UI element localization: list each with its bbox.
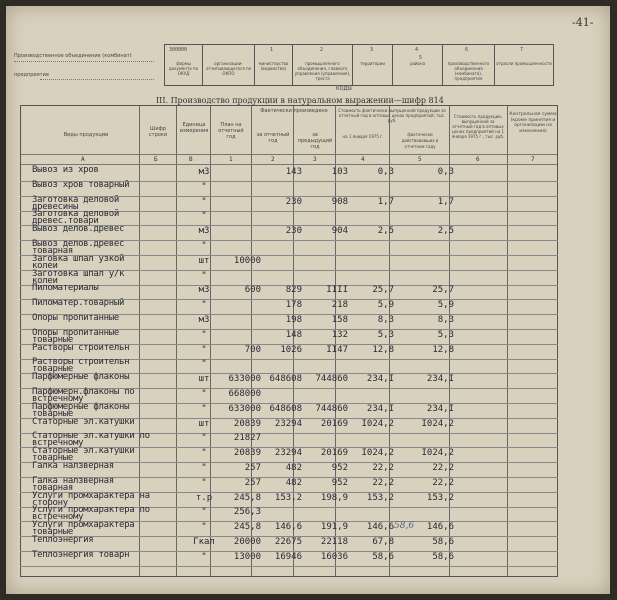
value-1975-cell: 0,3 [377,167,394,177]
code-cell-ministry: министерства (ведомства) [255,45,293,86]
actual-year-cell: 178 [285,300,302,311]
unit-cell: шт [198,418,210,429]
value-actual-cell: I024,2 [421,418,454,429]
col-num: 2 [271,156,275,163]
codes-header [164,44,554,86]
unit-cell: " [201,270,207,281]
col-head-product: Виды продукции [63,132,109,138]
unit-cell: " [201,300,207,311]
actual-prev-cell: 158 [331,315,348,325]
actual-prev-cell: 103 [331,167,348,177]
plan-cell: 20839 [233,448,261,459]
col-head-value: Стоимость фактически выпущенной продукции за отчетный год в оптовых ценах предприятий, тыс. руб. [338,108,446,123]
code-num-0: 300000 [169,47,188,53]
col-num: 7 [531,156,535,163]
plan-cell: 700 [244,344,261,355]
plan-cell: 633000 [228,403,261,414]
unit-cell: " [201,344,207,355]
plan-cell: 20839 [233,418,261,429]
product-name: Заготовка шпал у/к колеи [32,268,125,286]
table-row [20,522,558,537]
unit-cell: " [201,522,207,533]
actual-prev-cell: 20169 [320,418,348,429]
product-name: Статорные эл.катушки товарные [32,446,135,464]
actual-year-cell: 143 [285,167,302,177]
product-name: Парфюмерные флаконы [32,372,130,383]
product-name: Вывоз из хров [32,165,99,175]
actual-year-cell: 198 [285,315,302,325]
product-name: Растворы строительн [32,342,130,353]
col-head-code: Шифр строки [148,126,168,138]
plan-cell: 257 [244,477,261,488]
value-1975-cell: 25,7 [372,285,394,296]
value-actual-cell: 234,I [426,374,454,385]
unit-cell: м3 [198,226,210,237]
value-1975-cell: 67,8 [372,537,394,547]
actual-year-cell: 153,2 [274,492,302,503]
actual-prev-cell: 191,9 [320,522,348,533]
unit-cell: " [201,448,207,459]
value-actual-cell: 0,3 [437,167,454,177]
value-actual-cell: 25,7 [432,285,454,296]
value-actual-cell: 22,2 [432,477,454,488]
code-cell-form: формы документа по ОКУД [165,45,203,86]
association-line [14,61,154,62]
value-actual-cell: 2,5 [437,226,454,237]
value-1975-cell: 22,2 [372,463,394,473]
col-num: А [81,156,85,163]
col-head-control: Контрольная сумма (кроме принятия и организации на изменения) [509,112,557,134]
code-cell-territory: территории [353,45,393,86]
product-name: Галка налзверная [32,461,114,471]
value-actual-cell: 146,6 [426,522,454,533]
product-name: Вывоз делов.древес [32,224,125,235]
value-actual-cell: 12,8 [432,344,454,355]
code-cell-association: промышленного объединения, главного управления (управления), треста [293,45,353,86]
code-num-7: 7 [520,47,524,53]
enterprise-label: предприятие [14,72,49,78]
code-cell-enterprise: производственного объединения (комбината), предприятия [443,45,495,86]
product-name: Галка налзверная товарная [32,475,114,493]
plan-cell: 257 [244,463,261,473]
unit-cell: шт [198,374,210,385]
actual-prev-cell: 952 [331,477,348,488]
code-cell-district: района [393,45,443,86]
product-name: Теплоэнергия товарн [32,549,130,560]
actual-year-cell: 16946 [274,551,302,562]
product-name: Услуги промхарактера по встречному [32,505,150,523]
unit-cell: Гкал [193,537,215,547]
product-name: Парфюмерн.флаконы по встречному [32,387,135,404]
col-head-value-actual: фактически действовавших в отчетном году [401,132,439,149]
unit-cell: м3 [198,285,210,296]
col-head-unit: Единица измерения [179,122,209,134]
unit-cell: " [201,241,207,251]
col-head-actual-year: за отчетный год [256,132,290,144]
value-1975-cell: 5,3 [377,329,394,340]
value-actual-cell: 5,9 [437,300,454,311]
product-name: Заговка шпал узкой колеи [32,253,125,271]
plan-cell: 245,8 [233,492,261,503]
code-num-2: 2 [320,47,324,53]
actual-year-cell: 648608 [269,374,302,385]
association-label: Производственное объединение (комбинат) [14,53,132,59]
value-1975-cell: 8,3 [377,315,394,325]
col-head-plan: План на отчетный год [218,122,244,140]
product-name: Опоры пропитанные [32,313,120,323]
code-num-1: 1 [270,47,274,53]
value-1975-cell: 22,2 [372,477,394,488]
value-actual-cell: 58,6 [432,551,454,562]
plan-cell: 20000 [233,537,261,547]
actual-year-cell: 148 [285,329,302,340]
col-num: 1 [229,156,233,163]
unit-cell: " [201,389,207,399]
plan-cell: 256,3 [233,507,261,518]
actual-year-cell: 146,6 [274,522,302,533]
col-num: 3 [313,156,317,163]
product-name: Заготовка деловой древес.товари [32,209,120,227]
col-num: В [189,156,193,163]
document-sheet [6,6,610,594]
actual-year-cell: 22675 [274,537,302,547]
handwritten-note: 58,6 [394,521,415,531]
plan-cell: 633000 [228,374,261,385]
actual-prev-cell: 22118 [320,537,348,547]
unit-cell: " [201,329,207,340]
plan-cell: 668000 [228,389,261,399]
actual-prev-cell: 744860 [315,374,348,385]
plan-cell: 10000 [233,255,261,266]
code-num-3: 3 [370,47,374,53]
plan-cell: 13000 [233,551,261,562]
value-actual-cell: 234,I [426,403,454,414]
value-1975-cell: 58,6 [372,551,394,562]
unit-cell: " [201,551,207,562]
value-1975-cell: 2,5 [377,226,394,237]
actual-prev-cell: 16036 [320,551,348,562]
value-actual-cell: I024,2 [421,448,454,459]
codes-label: КОДЫ [336,86,352,92]
value-actual-cell: 5,3 [437,329,454,340]
plan-cell: 245,8 [233,522,261,533]
product-name: Статорные эл.катушки по встречному [32,431,150,449]
col-head-actual: Фактически произведено [260,108,328,114]
actual-prev-cell: II47 [326,344,348,355]
value-actual-cell: 22,2 [432,463,454,473]
section-title: III. Производство продукции в натуральном выражении—шифр 814 [156,96,444,105]
code-cell-org: организации-отчитывающегося по ОКПО [203,45,255,86]
value-1975-cell: 5,9 [377,300,394,311]
value-1975-cell: I024,2 [361,418,394,429]
product-name: Статорные эл.катушки [32,416,135,427]
product-name: Вывоз хров товарный [32,179,130,190]
code-num-6: 6 [465,47,469,53]
value-actual-cell: 8,3 [437,315,454,325]
product-name: Заготовка деловой древесины [32,194,120,212]
col-head-value-col8: Стоимость продукции, выпущенной за отчетный год в оптовых ценах предприятий на 1 января 1975 г., тыс. руб. [451,114,505,139]
product-name: Пиломатериалы [32,283,99,294]
code-num-5: 5 [419,55,423,61]
product-name: Теплоэнергия [32,535,94,545]
col-num: Б [154,156,158,163]
value-1975-cell: 153,2 [366,492,394,503]
code-cell-industry: отрасли промышленности [496,61,552,66]
value-1975-cell: 234,I [366,403,394,414]
unit-cell: м3 [198,167,210,177]
value-1975-cell: 1,7 [377,196,394,207]
actual-year-cell: 482 [285,463,302,473]
col-num: 6 [476,156,480,163]
unit-cell: " [201,507,207,518]
row-divider [20,566,558,567]
actual-year-cell: 1026 [280,344,302,355]
unit-cell: " [201,196,207,207]
page-number: -41- [572,16,594,29]
unit-cell: " [201,477,207,488]
code-num-4: 4 [415,47,419,53]
value-1975-cell: 234,I [366,374,394,385]
plan-cell: 21827 [233,433,261,444]
actual-year-cell: 230 [285,226,302,237]
value-1975-cell: 12,8 [372,344,394,355]
product-name: Пиломатер.товарный [32,298,125,309]
col-head-value-1975: на 1 января 1975 г. [342,134,384,139]
value-1975-cell: I024,2 [361,448,394,459]
actual-prev-cell: 198,9 [320,492,348,503]
enterprise-line [40,79,154,80]
product-name: Услуги промхарактера на сторону [32,490,150,508]
actual-prev-cell: 744860 [315,403,348,414]
unit-cell: " [201,463,207,473]
col-num: 5 [418,156,422,163]
actual-year-cell: 23294 [274,418,302,429]
unit-cell: " [201,181,207,192]
actual-year-cell: 648608 [269,403,302,414]
actual-year-cell: 482 [285,477,302,488]
unit-cell: " [201,211,207,222]
actual-prev-cell: 218 [331,300,348,311]
actual-year-cell: 230 [285,196,302,207]
table-row [20,549,558,567]
product-name: Парфюмерные флаконы товарные [32,401,130,419]
value-actual-cell: 58,6 [432,537,454,547]
actual-year-cell: 23294 [274,448,302,459]
product-name: Услуги промхарактера товарные [32,520,135,538]
table-row [20,268,558,286]
plan-cell: 600 [244,285,261,296]
value-actual-cell: 1,7 [437,196,454,207]
unit-cell: " [201,359,207,370]
value-actual-cell: 153,2 [426,492,454,503]
col-head-actual-prev: за предыдущий год [297,132,333,150]
actual-prev-cell: 132 [331,329,348,340]
actual-prev-cell: 952 [331,463,348,473]
actual-prev-cell: 20169 [320,448,348,459]
unit-cell: шт [198,255,210,266]
actual-prev-cell: 904 [331,226,348,237]
product-name: Вывоз делов.древес товарная [32,239,125,256]
unit-cell: м3 [198,315,210,325]
unit-cell: т.р [195,492,213,503]
actual-year-cell: 829 [285,285,302,296]
unit-cell: " [201,403,207,414]
actual-prev-cell: IIII [326,285,348,296]
unit-cell: " [201,433,207,444]
actual-prev-cell: 908 [331,196,348,207]
value-1975-cell: 146,6 [366,522,394,533]
product-name: Растворы строительн товарные [32,357,130,375]
header-divider [21,154,557,155]
product-name: Опоры пропитанные товарные [32,327,120,345]
col-num: 4 [361,156,365,163]
